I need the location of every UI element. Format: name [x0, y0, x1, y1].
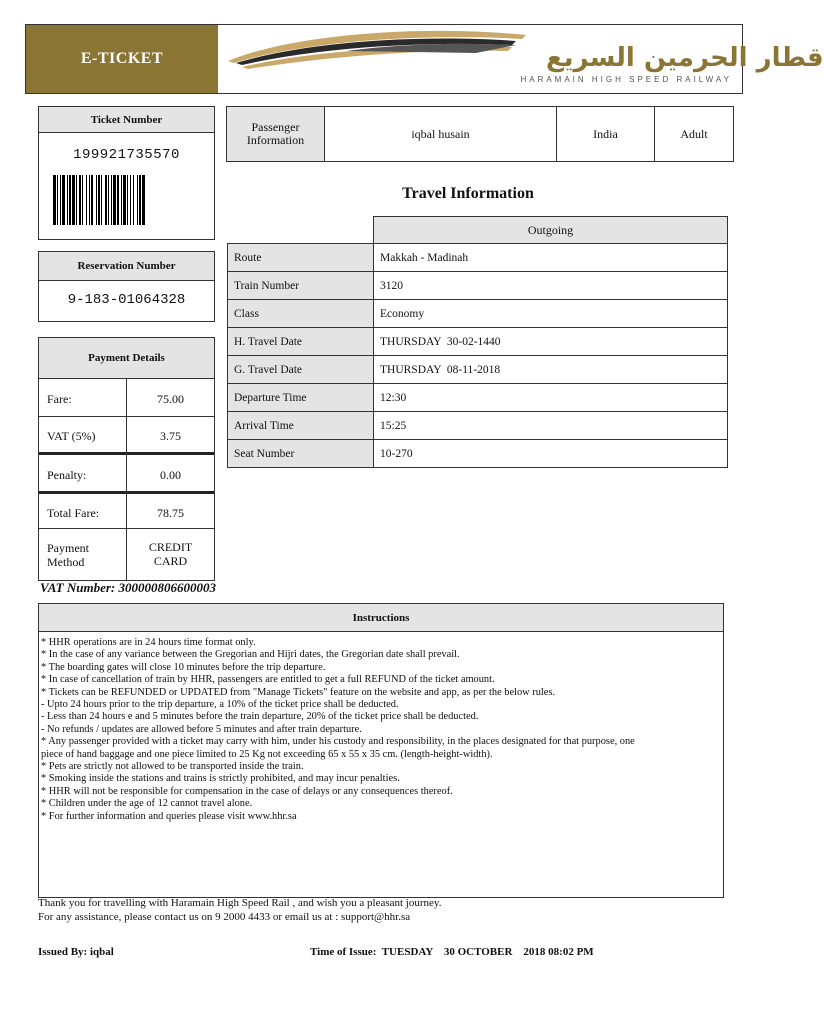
- reservation-number-label: Reservation Number: [39, 252, 214, 281]
- total-fare-label: Total Fare:: [47, 506, 100, 520]
- travel-row-value: 3120: [380, 279, 403, 292]
- total-fare-value: 78.75: [157, 506, 184, 520]
- ticket-number-box: [38, 106, 215, 240]
- issued-by: Issued By: iqbal: [38, 946, 114, 958]
- travel-row: [227, 439, 728, 468]
- barcode-bar: [67, 175, 68, 225]
- travel-row-label: Arrival Time: [228, 412, 374, 439]
- passenger-type: Adult: [680, 126, 708, 141]
- travel-row-label: H. Travel Date: [228, 328, 374, 355]
- instruction-line: * HHR operations are in 24 hours time format only.: [41, 637, 256, 648]
- instruction-line: * In the case of any variance between the Gregorian and Hijri dates, the Gregorian date shall prevail.: [41, 649, 460, 661]
- penalty-value: 0.00: [160, 468, 181, 482]
- ticket-header: [25, 24, 824, 94]
- travel-row-value: 12:30: [380, 391, 407, 404]
- instruction-line: - No refunds / updates are allowed before 5 minutes and after train departure.: [41, 723, 362, 735]
- barcode-bar: [79, 175, 81, 225]
- instruction-line: - Less than 24 hours e and 5 minutes before the train departure, 20% of the ticket price shall be deducted.: [41, 711, 479, 723]
- travel-row-label: G. Travel Date: [228, 356, 374, 383]
- barcode-bar: [139, 175, 141, 225]
- barcode-icon: [53, 175, 201, 225]
- barcode-bar: [62, 175, 65, 225]
- fare-value: 75.00: [157, 392, 184, 406]
- instruction-line: * Any passenger provided with a ticket may carry with him, under his custody and responsibility, in the places designated for that purpose, one: [41, 736, 635, 748]
- instruction-line: * HHR will not be responsible for compensation in the case of delays or any consequences thereof.: [41, 785, 453, 797]
- instruction-line: * Smoking inside the stations and trains is strictly prohibited, and may incur penalties.: [41, 773, 400, 785]
- instruction-line: * For further information and queries please visit www.hhr.sa: [41, 810, 297, 822]
- travel-row-value: Economy: [380, 307, 425, 320]
- barcode-bar: [72, 175, 75, 225]
- barcode-bar: [111, 175, 112, 225]
- direction-header: Outgoing: [373, 216, 728, 244]
- passenger-info-row: [226, 106, 734, 162]
- barcode-bar: [113, 175, 116, 225]
- vat-value: 3.75: [160, 429, 181, 443]
- barcode-bar: [98, 175, 100, 225]
- fare-label: Fare:: [47, 392, 72, 406]
- travel-info-title: Travel Information: [402, 185, 534, 202]
- travel-row-label: Route: [228, 244, 374, 271]
- passenger-info-label: Passenger Information: [227, 107, 325, 161]
- penalty-label: Penalty:: [47, 468, 87, 482]
- barcode-bar: [76, 175, 77, 225]
- payment-column-divider: [126, 379, 127, 580]
- barcode-bar: [60, 175, 61, 225]
- instructions-title: Instructions: [39, 604, 723, 632]
- barcode-bar: [133, 175, 134, 225]
- barcode-bar: [127, 175, 128, 225]
- barcode-bar: [82, 175, 83, 225]
- barcode-bar: [91, 175, 93, 225]
- barcode-bar: [89, 175, 90, 225]
- reservation-number-box: [38, 251, 215, 322]
- travel-row-value: THURSDAY 30-02-1440: [380, 335, 501, 348]
- eticket-title: E-TICKET: [26, 25, 218, 93]
- payment-details-label: Payment Details: [39, 338, 214, 379]
- travel-row: [227, 355, 728, 384]
- travel-row: [227, 299, 728, 328]
- arabic-logo-text: قطار الحرمين السريع: [546, 43, 824, 73]
- english-logo-text: HARAMAIN HIGH SPEED RAILWAY: [520, 75, 732, 84]
- travel-row: [227, 327, 728, 356]
- travel-row-label: Train Number: [228, 272, 374, 299]
- barcode-bar: [53, 175, 56, 225]
- travel-row: [227, 383, 728, 412]
- barcode-bar: [117, 175, 119, 225]
- payment-method-value: CREDIT CARD: [148, 540, 193, 568]
- instruction-line: * Tickets can be REFUNDED or UPDATED from "Manage Tickets" feature on the website and app, as per the below rules.: [41, 686, 556, 698]
- passenger-country: India: [557, 107, 655, 161]
- travel-row-value: THURSDAY 08-11-2018: [380, 363, 501, 376]
- instruction-line: piece of hand baggage and one piece limited to 25 Kg not exceeding 65 x 55 x 35 cm. (length-height-width).: [41, 748, 493, 760]
- instruction-line: * The boarding gates will close 10 minutes before the trip departure.: [41, 661, 326, 673]
- barcode-bar: [137, 175, 138, 225]
- instruction-line: - Upto 24 hours prior to the trip departure, a 10% of the ticket price shall be deducted.: [41, 699, 399, 711]
- barcode-bar: [86, 175, 87, 225]
- barcode-bar: [130, 175, 131, 225]
- barcode-bar: [121, 175, 122, 225]
- payment-details-box: [38, 337, 215, 581]
- instruction-line: * In case of cancellation of train by HHR, passengers are entitled to get a full REFUND of the ticket amount.: [41, 674, 495, 686]
- travel-row: [227, 271, 728, 300]
- travel-row-value: Makkah - Madinah: [380, 251, 469, 264]
- travel-row-value: 10-270: [380, 447, 413, 460]
- travel-row-value: 15:25: [380, 419, 407, 432]
- vat-label: VAT (5%): [47, 429, 96, 443]
- instruction-line: * Pets are strictly not allowed to be transported inside the train.: [41, 761, 304, 773]
- travel-row: [227, 243, 728, 272]
- travel-row-label: Seat Number: [228, 440, 374, 467]
- travel-row-label: Class: [228, 300, 374, 327]
- instructions-list: [41, 637, 721, 823]
- barcode-bar: [108, 175, 109, 225]
- travel-row: [227, 411, 728, 440]
- barcode-bar: [69, 175, 71, 225]
- vat-number: VAT Number: 300000806600003: [40, 580, 216, 595]
- thank-you-text: Thank you for travelling with Haramain High Speed Rail , and wish you a pleasant journey.: [38, 897, 442, 909]
- barcode-bar: [123, 175, 126, 225]
- haramain-logo: [226, 25, 824, 93]
- ticket-number-value: 199921735570: [73, 147, 180, 163]
- barcode-bar: [57, 175, 58, 225]
- ticket-number-label: Ticket Number: [39, 107, 214, 133]
- passenger-name: iqbal husain: [325, 107, 557, 161]
- barcode-bar: [142, 175, 145, 225]
- barcode-bar: [101, 175, 102, 225]
- reservation-number-value: 9-183-01064328: [67, 292, 186, 308]
- barcode-bar: [96, 175, 97, 225]
- instruction-line: * Children under the age of 12 cannot travel alone.: [41, 798, 253, 810]
- payment-method-label: Payment Method: [47, 541, 89, 569]
- travel-row-label: Departure Time: [228, 384, 374, 411]
- barcode-bar: [105, 175, 107, 225]
- assistance-text: For any assistance, please contact us on 9 2000 4433 or email us at : support@hhr.sa: [38, 911, 411, 923]
- instructions-box: [38, 603, 724, 898]
- time-of-issue: Time of Issue: TUESDAY 30 OCTOBER 2018 08:02 PM: [310, 946, 594, 958]
